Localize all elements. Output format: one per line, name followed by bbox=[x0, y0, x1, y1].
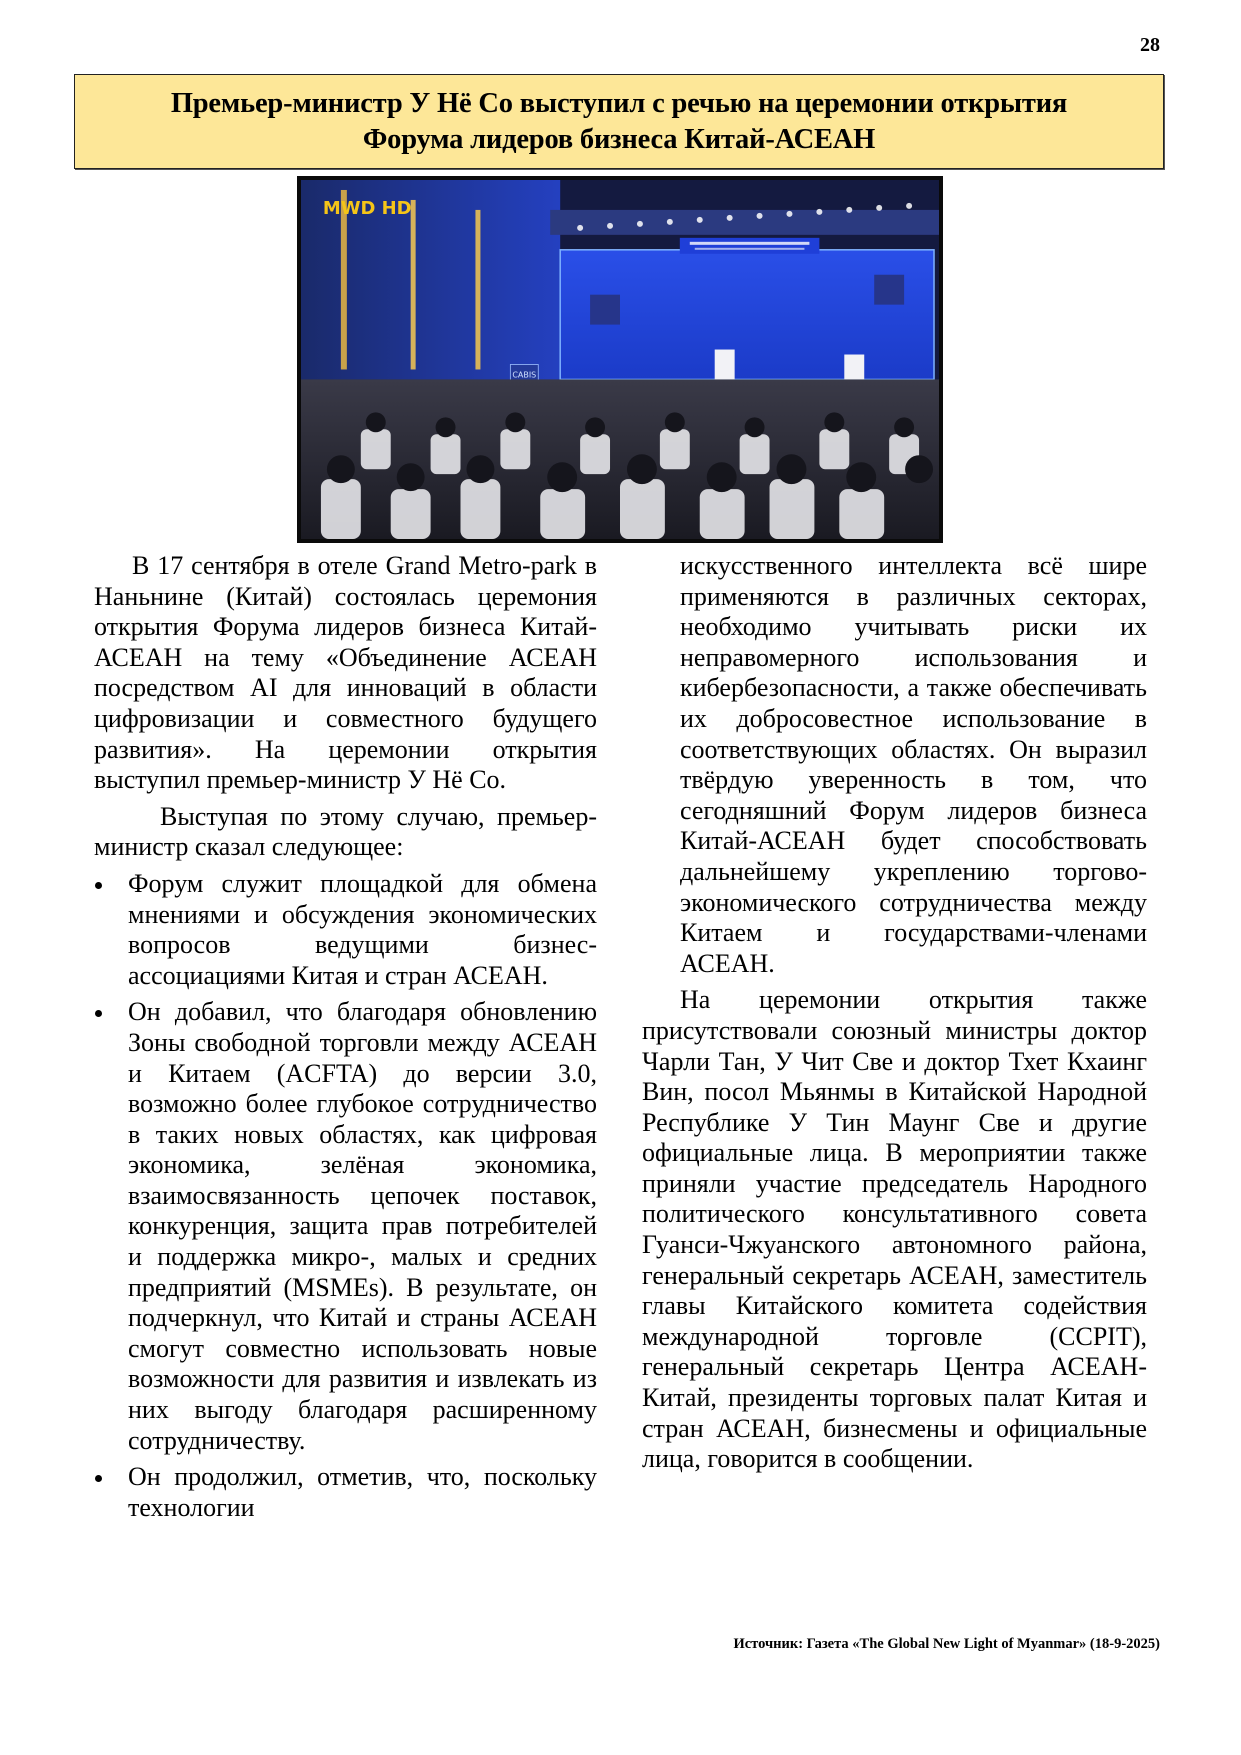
conference-hall-photo bbox=[301, 180, 939, 539]
speaker-video-right bbox=[874, 275, 904, 305]
page-number: 28 bbox=[1140, 34, 1160, 56]
speech-point bbox=[94, 869, 597, 991]
article-paragraph-attendees: На церемонии открытия также присутствовали союзный министры доктор Чарли Тан, У Чит Све и доктор Тхет Кхаинг Вин, посол Мьянмы в Китайской Народной Республике У Тин Маунг Све и другие официальные лица. В мероприятии также приняли участие председатель Народного политического консультативного совета Гуанси-Чжуанского автономного района, генеральный секретарь АСЕАН, заместитель главы Китайского комитета содействия международной торговле (CCPIT), генеральный секретарь Центра АСЕАН-Китай, президенты торговых палат Китая и стран АСЕАН, бизнесмены и официальные лица, говорится в сообщении. bbox=[642, 985, 1147, 1474]
speech-point-text: Он добавил, что благодаря обновлению Зоны свободной торговли между АСЕАН и Китаем (ACFTA) до версии 3.0, возможно более глубокое сотрудничество в таких новых областях, как цифровая экономика, зелёная экономика, взаимосвязанность цепочек поставок, конкуренция, защита прав потребителей и поддержка микро-, малых и средних предприятий (MSMEs). В результате, он подчеркнул, что Китай и страны АСЕАН смогут совместно использовать новые возможности для развития и извлекать из них выгоду благодаря расширенному сотрудничеству. bbox=[128, 997, 597, 1455]
article-paragraph-intro: В 17 сентября в отеле Grand Metro-park в Наньнине (Китай) состоялась церемония открытия Форума лидеров бизнеса Китай-АСЕАН на тему «Объединение АСЕАН посредством AI для инноваций в области цифровизации и совместного будущего развития». На церемонии открытия выступил премьер-министр У Нё Со. bbox=[94, 551, 597, 795]
article-title-box bbox=[74, 74, 1164, 169]
speaker-video-left bbox=[590, 295, 620, 325]
article-column-right bbox=[642, 551, 1147, 1475]
ceiling-lights bbox=[550, 210, 939, 235]
speech-point bbox=[94, 1462, 597, 1523]
cabis-sign-text: CABIS bbox=[512, 370, 537, 380]
article-paragraph-speech-intro: Выступая по этому случаю, премьер-министр сказал следующее: bbox=[94, 801, 597, 862]
wall-light-strip bbox=[475, 210, 480, 370]
channel-watermark: MWD HD bbox=[322, 197, 412, 219]
podium-center bbox=[715, 350, 735, 380]
article-photo bbox=[297, 176, 943, 543]
article-column-left bbox=[94, 551, 597, 1529]
summit-banner bbox=[680, 238, 820, 254]
podium-right bbox=[844, 355, 864, 380]
source-citation: Источник: Газета «The Global New Light of Myanmar» (18-9-2025) bbox=[733, 1636, 1160, 1652]
speech-point-continuation: искусственного интеллекта всё шире применяются в различных секторах, необходимо учитывать риски их неправомерного использования и кибербезопасности, а также обеспечивать их добросовестное использование в соответствующих областях. Он выразил твёрдую уверенность в том, что сегодняшний Форум лидеров бизнеса Китай-АСЕАН будет способствовать дальнейшему укреплению торгово-экономического сотрудничества между Китаем и государствами-членами АСЕАН. bbox=[680, 551, 1147, 978]
speech-points-list bbox=[94, 869, 597, 1523]
wall-light-strip bbox=[411, 200, 416, 370]
speech-point bbox=[94, 997, 597, 1456]
summit-banner-subtext bbox=[695, 248, 805, 250]
article-title-line-1: Премьер-министр У Нё Со выступил с речью на церемонии открытия bbox=[170, 87, 1068, 119]
summit-banner-text bbox=[690, 242, 810, 245]
article-title-line-2: Форума лидеров бизнеса Китай-АСЕАН bbox=[362, 123, 876, 155]
speech-point-text: Он продолжил, отметив, что, поскольку технологии bbox=[128, 1462, 597, 1522]
speech-point-text: Форум служит площадкой для обмена мнениями и обсуждения экономических вопросов ведущими бизнес-ассоциациями Китая и стран АСЕАН. bbox=[128, 868, 597, 990]
